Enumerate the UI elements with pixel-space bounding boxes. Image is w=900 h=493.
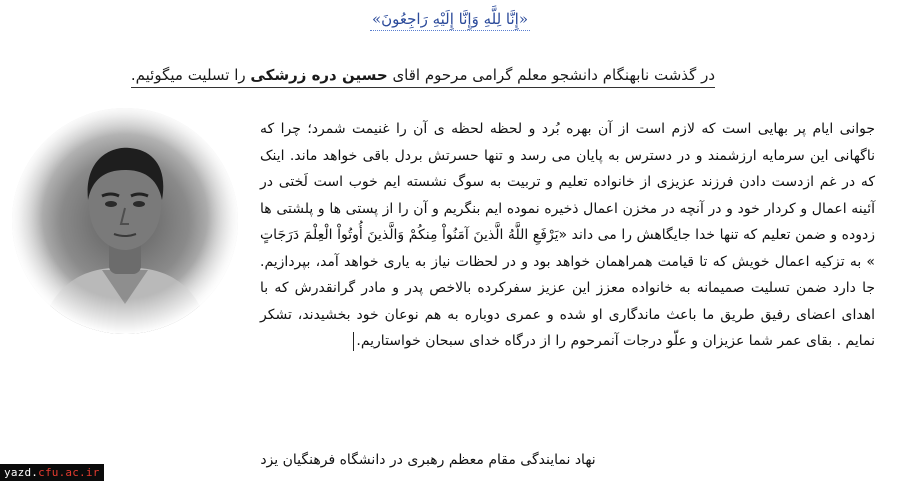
portrait-icon <box>12 108 238 334</box>
condolence-headline <box>130 66 715 84</box>
headline-before: در گذشت نابهنگام دانشجو معلم گرامی مرحوم اقای <box>387 66 715 84</box>
deceased-name: حسین دره زرشکی <box>250 66 388 84</box>
verse-text: «إِنَّا لِلَّهِ وَإِنَّا إِلَيْهِ رَاجِعُونَ» <box>370 10 530 31</box>
site-prefix: yazd. <box>4 466 39 479</box>
site-watermark <box>0 464 104 481</box>
headline-after: را تسلیت میگوئیم. <box>130 66 251 84</box>
portrait-photo <box>12 108 238 334</box>
signature: نهاد نمایندگی مقام معظم رهبری در دانشگاه فرهنگیان یزد <box>260 452 596 468</box>
quran-verse-heading <box>0 10 900 28</box>
headline-underlined <box>131 66 715 88</box>
site-domain: cfu.ac.ir <box>38 466 100 479</box>
text-cursor <box>353 332 354 351</box>
condolence-message <box>260 116 875 355</box>
message-body: جوانی ایام پر بهایی است که لازم است از آن بهره بُرد و لحظه لحظه ی آن را غنیمت شمرد؛ چرا که ناگهانی این سرمایه ارزشمند و در دسترس به پایان می رسد و تنها حسرتش بردل باقی خواهد ماند. اینک که در غم ازدست دادن فرزند عزیزی از خانواده تعلیم و تربیت به سوگ نشسته ایم خوب است لَختی در آئینه اعمال و کردار خود و در آنچه در مخزن اعمال ذخیره نموده ایم بنگریم و آن را از پستی ها و پلشتی ها زدوده و ضمن تعلیم که تنها خدا جایگاهش را می داند «یَرْفَعِ اللَّهُ الَّذینَ آمَنُواْ مِنكُمْ وَالَّذینَ أُوتُواْ الْعِلْمَ دَرَجَاتٍ » به تزکیه اعمال خویش که تا قیامت همراهمان خواهد بود و در لحظات نیاز به یاری خواهد آمد، بپردازیم. جا دارد ضمن تسلیت صمیمانه به خانواده معزز این عزیز سفرکرده بالاخص پدر و مادر گرانقدرش که با اهدای اعضای رفیق طریق ما باعث ماندگاری او شده و عمری دوباره به هم نوعان خود بخشیدند، تشکر نمایم . بقای عمر شما عزیزان و علّو درجات آنمرحوم را از درگاه خدای سبحان خواستاریم. <box>260 121 875 349</box>
